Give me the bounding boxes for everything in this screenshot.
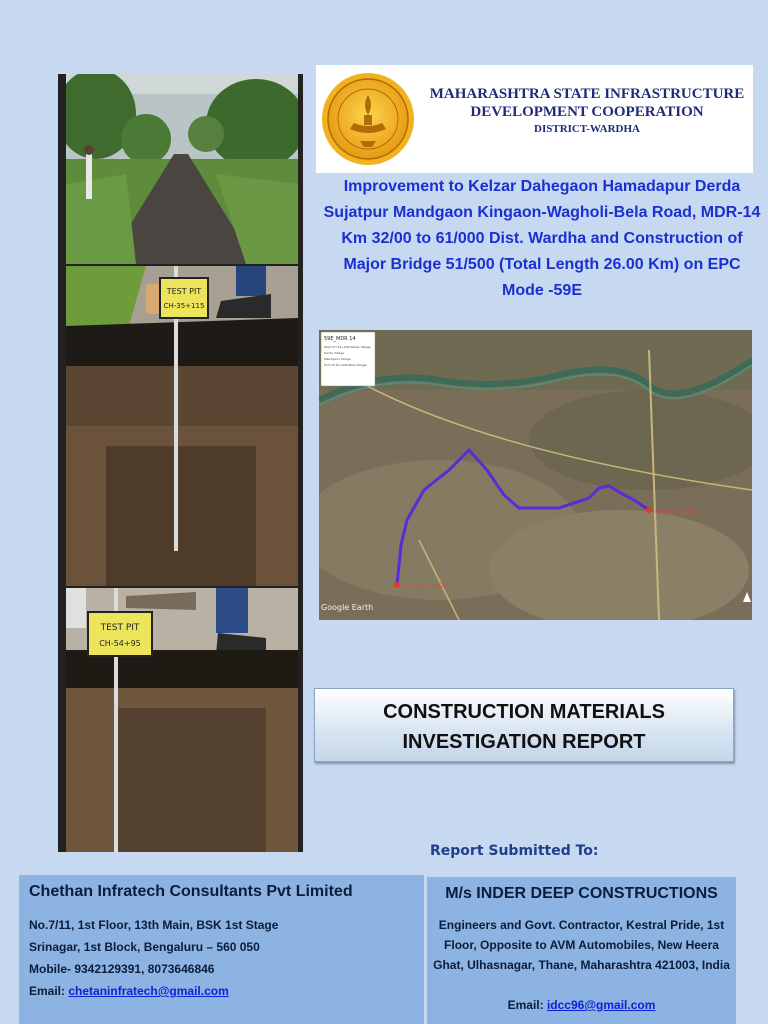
report-title: CONSTRUCTION MATERIALS INVESTIGATION REPORT (383, 701, 665, 753)
consultant-address-line2: Srinagar, 1st Block, Bengaluru – 560 050 (29, 940, 260, 954)
test-pit-photo-1 (66, 266, 298, 586)
consultant-panel (19, 875, 424, 1024)
svg-text:Start CH 32+000 Kelzar Village: Start CH 32+000 Kelzar Village (324, 345, 371, 349)
client-email-link[interactable]: idcc96@gmail.com (546, 998, 656, 1012)
svg-text:Derda Village: Derda Village (324, 351, 345, 355)
consultant-address-line1: No.7/11, 1st Floor, 13th Main, BSK 1st Stage (29, 918, 279, 932)
consultant-name: Chethan Infratech Consultants Pvt Limited (29, 883, 353, 900)
test-pit-sign-label: TEST PIT (100, 623, 140, 633)
consultant-mobile: Mobile- 9342129391, 8073646846 (29, 962, 215, 976)
organization-name: MAHARASHTRA STATE INFRASTRUCTURE DEVELOPMENT COOPERATION (429, 86, 745, 120)
client-email: Email: idcc96@gmail.com (507, 998, 656, 1012)
start-marker (394, 582, 400, 588)
svg-text:Mandgaon Village: Mandgaon Village (324, 357, 351, 361)
svg-text:End CH 61+000 Bela Village: End CH 61+000 Bela Village (324, 363, 367, 367)
consultant-email: Email: chetaninfratech@gmail.com (29, 984, 229, 998)
submitted-to-label: Report Submitted To: (430, 843, 599, 859)
route-map (319, 330, 752, 620)
svg-text:CH 61+000: CH 61+000 (655, 508, 696, 516)
msidc-seal-logo (320, 71, 416, 167)
test-pit-sign-chainage: CH-54+95 (99, 639, 141, 648)
test-pit-sign-chainage: CH-35+115 (163, 302, 205, 310)
photo-strip (58, 74, 303, 852)
client-address: Engineers and Govt. Contractor, Kestral Pride, 1st Floor, Opposite to AVM Automobiles, New Heera Ghat, Ulhasnagar, Thane, Maharashtra 421003, India (433, 918, 730, 972)
test-pit-photo-2 (66, 588, 298, 852)
client-name: M/s INDER DEEP CONSTRUCTIONS (445, 885, 718, 902)
google-earth-watermark: Google Earth (321, 603, 374, 612)
svg-text:CH 32+000: CH 32+000 (403, 582, 444, 590)
map-legend-title: 59E_MDR 14 (324, 336, 356, 342)
client-panel (427, 877, 736, 1024)
end-marker (646, 507, 652, 513)
organization-district: DISTRICT-WARDHA (534, 123, 640, 135)
road-photo (66, 74, 298, 264)
organization-header (316, 65, 753, 173)
project-title: Improvement to Kelzar Dahegaon Hamadapur Derda Sujatpur Mandgaon Kingaon-Wagholi-Bela Road, MDR-14 Km 32/00 to 61/000 Dist. Wardha and Construction of Major Bridge 51/500 (Total Length 26.00 Km) on EPC Mode -59E (323, 178, 761, 299)
report-title-box (314, 688, 734, 762)
test-pit-sign-label: TEST PIT (166, 287, 202, 296)
consultant-email-link[interactable]: chetaninfratech@gmail.com (68, 984, 229, 998)
